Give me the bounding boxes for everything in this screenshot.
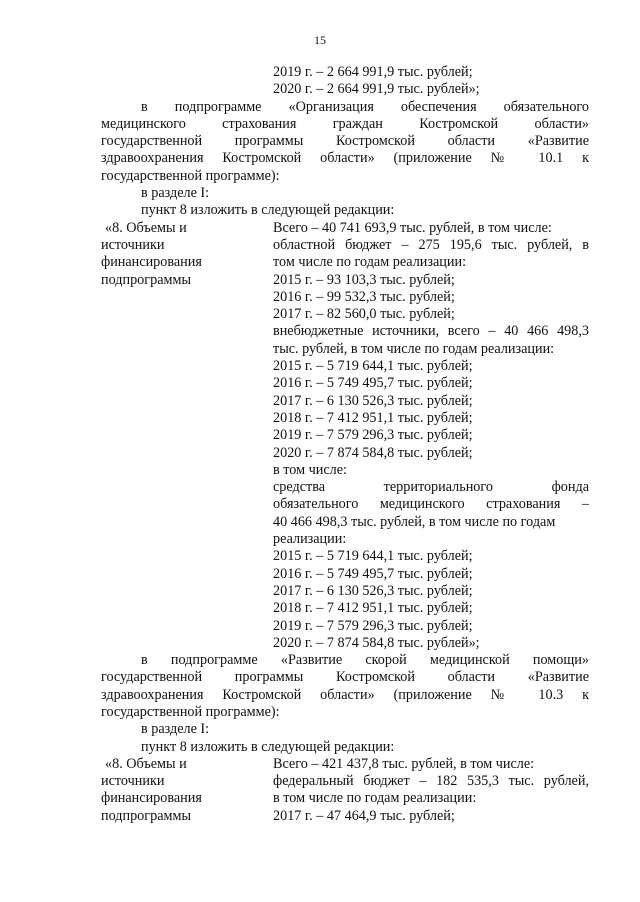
label-line: источники [101, 236, 165, 253]
paragraph-line: государственной программы Костромской области «Развитие [101, 669, 589, 686]
label-line: финансирования [101, 254, 202, 271]
amount-line: 2019 г. – 2 664 991,9 тыс. рублей; [273, 64, 473, 80]
funding-table-1 [101, 220, 589, 652]
section-reference: в разделе I: [141, 185, 210, 202]
value-line: Всего – 40 741 693,9 тыс. рублей, в том числе: [273, 219, 552, 236]
value-line: 2017 г. – 82 560,0 тыс. рублей; [273, 306, 455, 323]
value-line: 2020 г. – 7 874 584,8 тыс. рублей»; [273, 634, 480, 651]
value-line: областной бюджет – 275 195,6 тыс. рублей, в [273, 236, 589, 253]
value-line: 2015 г. – 5 719 644,1 тыс. рублей; [273, 548, 473, 565]
document-body [101, 64, 589, 825]
value-line: 2018 г. – 7 412 951,1 тыс. рублей; [273, 600, 473, 617]
amendment-paragraph-2 [101, 652, 589, 721]
label-line: подпрограммы [101, 807, 191, 824]
amendment-paragraph-1 [101, 99, 589, 185]
value-line: 2017 г. – 47 464,9 тыс. рублей; [273, 807, 455, 824]
value-line: в том числе по годам реализации: [273, 790, 477, 807]
value-line: реализации: [273, 531, 347, 548]
item-reference: пункт 8 изложить в следующей редакции: [141, 202, 395, 219]
label-line: финансирования [101, 790, 202, 807]
paragraph-line: государственной программе): [101, 167, 280, 184]
value-line: в том числе: [273, 461, 347, 478]
value-line: 2016 г. – 99 532,3 тыс. рублей; [273, 288, 455, 305]
label-line: подпрограммы [101, 271, 191, 288]
value-line: средства территориального фонда [273, 479, 589, 496]
value-line: 2019 г. – 7 579 296,3 тыс. рублей; [273, 427, 473, 444]
item-reference: пункт 8 изложить в следующей редакции: [141, 738, 395, 755]
value-line: 2018 г. – 7 412 951,1 тыс. рублей; [273, 409, 473, 426]
amount-line: 2020 г. – 2 664 991,9 тыс. рублей»; [273, 81, 480, 98]
paragraph-line: здравоохранения Костромской области» (приложение № 10.1 к [101, 150, 589, 167]
value-line: Всего – 421 437,8 тыс. рублей, в том числе: [273, 755, 535, 772]
paragraph-line: государственной программы Костромской области «Развитие [101, 133, 589, 150]
paragraph-line: в подпрограмме «Организация обеспечения обязательного [141, 98, 589, 115]
paragraph-line: государственной программе): [101, 703, 280, 720]
value-line: 2016 г. – 5 749 495,7 тыс. рублей; [273, 375, 473, 392]
value-line: том числе по годам реализации: [273, 254, 467, 271]
value-line: 2016 г. – 5 749 495,7 тыс. рублей; [273, 565, 473, 582]
value-line: 40 466 498,3 тыс. рублей, в том числе по годам [273, 513, 556, 530]
page-number: 15 [314, 33, 326, 47]
paragraph-line: здравоохранения Костромской области» (приложение № 10.3 к [101, 686, 589, 703]
paragraph-line: в подпрограмме «Развитие скорой медицинской помощи» [141, 652, 589, 669]
value-line: внебюджетные источники, всего – 40 466 498,3 [273, 323, 589, 340]
label-line: «8. Объемы и [105, 755, 187, 772]
label-line: «8. Объемы и [105, 219, 187, 236]
value-line: 2019 г. – 7 579 296,3 тыс. рублей; [273, 617, 473, 634]
funding-values [273, 756, 589, 825]
funding-table-2 [101, 756, 589, 825]
funding-label [101, 756, 273, 825]
value-line: 2017 г. – 6 130 526,3 тыс. рублей; [273, 392, 473, 409]
funding-values [273, 220, 589, 652]
value-line: тыс. рублей, в том числе по годам реализации: [273, 340, 555, 357]
section-reference: в разделе I: [141, 721, 210, 738]
value-line: обязательного медицинского страхования – [273, 496, 589, 513]
value-line: федеральный бюджет – 182 535,3 тыс. рублей, [273, 773, 589, 790]
value-line: 2020 г. – 7 874 584,8 тыс. рублей; [273, 444, 473, 461]
value-line: 2015 г. – 5 719 644,1 тыс. рублей; [273, 358, 473, 375]
funding-label [101, 220, 273, 652]
value-line: 2015 г. – 93 103,3 тыс. рублей; [273, 271, 455, 288]
label-line: источники [101, 773, 165, 790]
value-line: 2017 г. – 6 130 526,3 тыс. рублей; [273, 582, 473, 599]
paragraph-line: медицинского страхования граждан Костромской области» [101, 115, 589, 132]
